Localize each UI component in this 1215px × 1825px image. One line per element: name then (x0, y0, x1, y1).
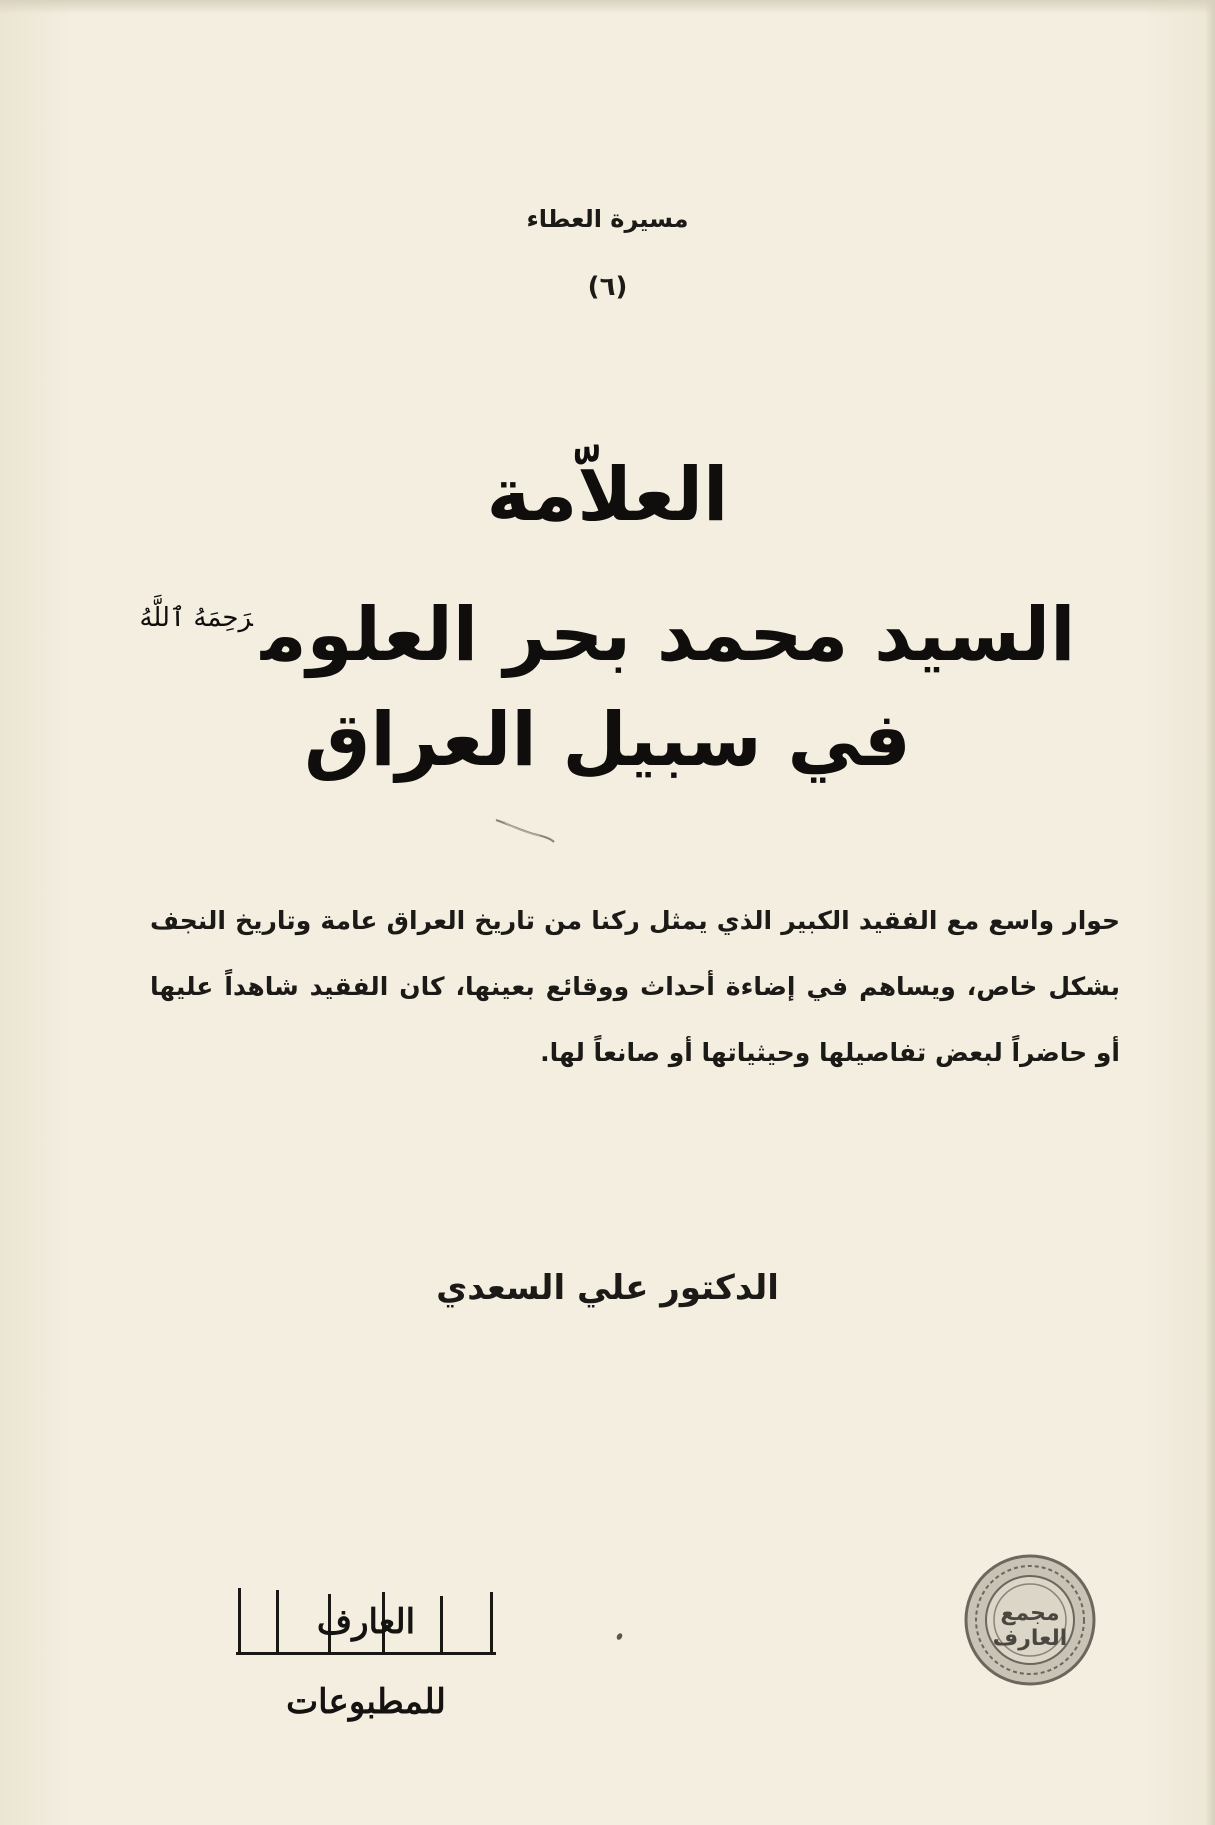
title-line-3 (0, 690, 1215, 790)
seal-lettering: مجمع العارف (992, 1601, 1068, 1651)
series-number: (٦) (587, 272, 628, 302)
title-line-1 (0, 445, 1215, 545)
round-seal-icon (963, 1553, 1097, 1687)
title-line-2 (0, 568, 1215, 685)
publisher-lettering: العارف للمطبوعات (286, 1602, 446, 1722)
honorific-ligature: رَحِمَهُ ٱللَّهُ (139, 603, 253, 633)
title-line-3-text: في سبيل العراق (304, 697, 911, 783)
book-description: حوار واسع مع الفقيد الكبير الذي يمثل ركنا من تاريخ العراق عامة وتاريخ النجف بشكل خاص، ويساهم في إضاءة أحداث ووقائع بعينها، كان الفقيد شاهداً عليها أو حاضراً لبعض تفاصيلها وحيثياتها أو صانعاً لها. (150, 906, 1120, 1067)
paper-scratch-mark (494, 816, 556, 844)
series-title: مسيرة العطاء (526, 205, 689, 233)
title-line-1-text: العلاّمة (486, 452, 729, 538)
page-top-edge (0, 0, 1215, 14)
ink-speck (616, 1632, 624, 1641)
title-line-2-text: السيد محمد بحر العلوم (260, 592, 1076, 678)
publisher-logo (232, 1582, 500, 1722)
author-name: الدكتور علي السعدي (436, 1268, 779, 1308)
